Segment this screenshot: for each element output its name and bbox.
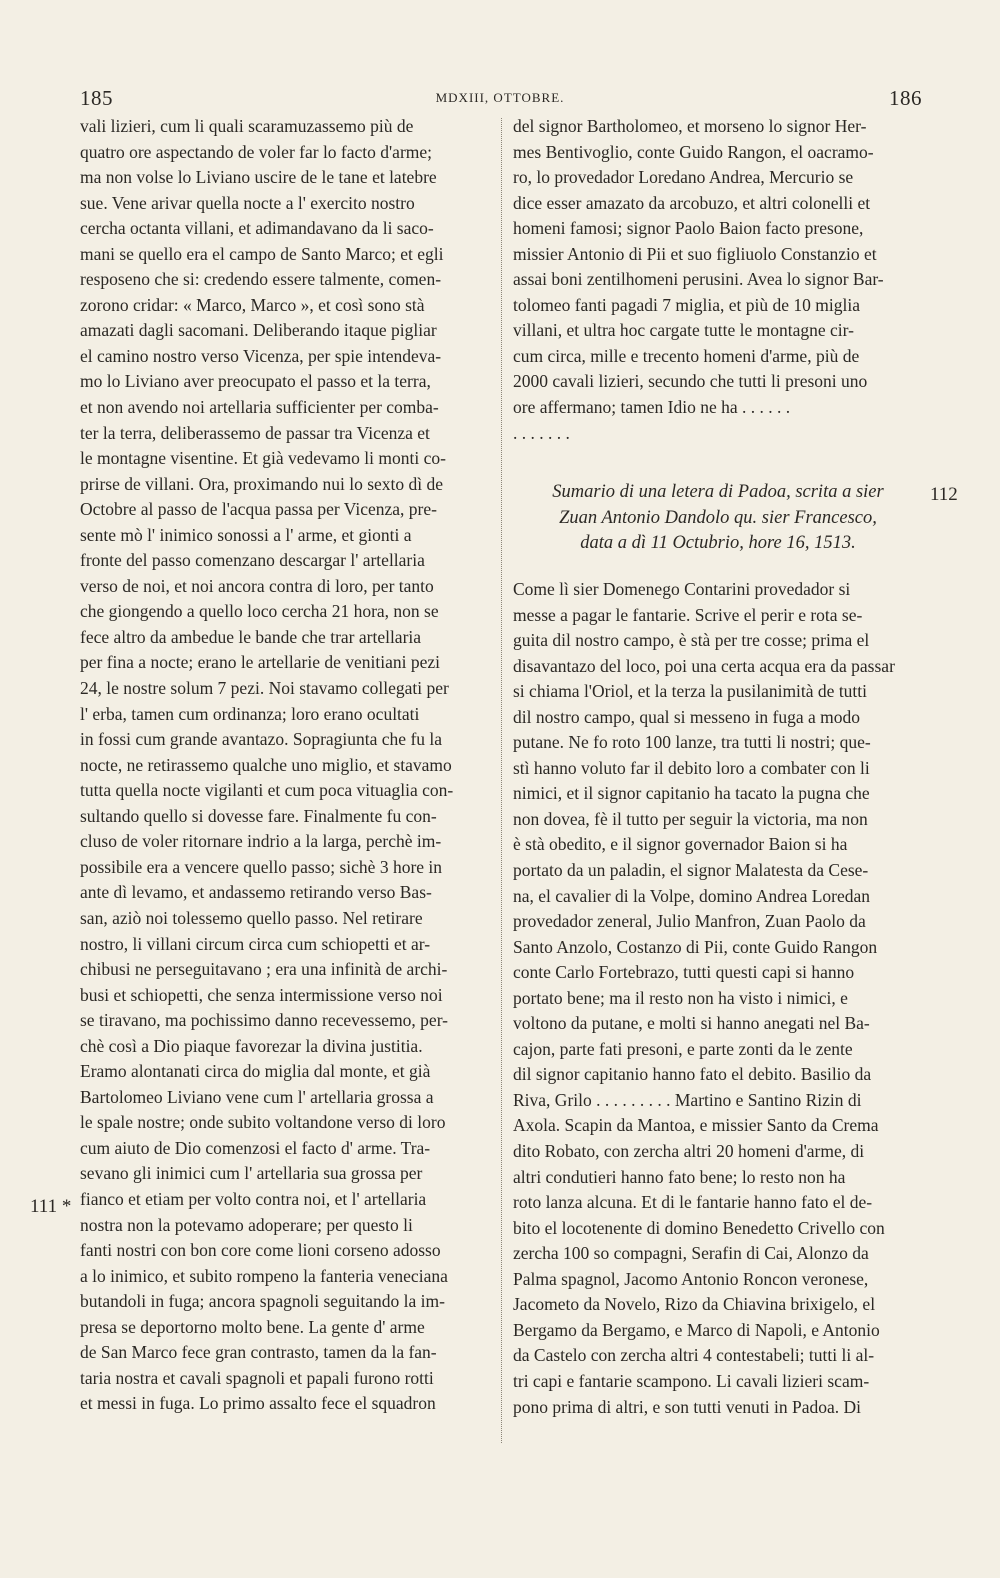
left-column-line: presa se deportorno molto bene. La gente d' arme: [80, 1316, 425, 1337]
left-column-line: el camino nostro verso Vicenza, per spie intendeva-: [80, 345, 442, 366]
left-column-line: fanti nostri con bon core come lioni corseno adosso: [80, 1240, 441, 1261]
right-column-bottom-line: dil signor capitanio hanno fato el debito. Basilio da: [513, 1064, 872, 1085]
left-column: [80, 114, 493, 1417]
section-heading-line-3: data a dì 11 Octubrio, hore 16, 1513.: [580, 533, 856, 553]
right-column-top-line: assai boni zentilhomeni perusini. Avea lo signor Bar-: [513, 269, 884, 290]
section-heading-line-1: Sumario di una letera di Padoa, scrita a sier: [552, 482, 884, 502]
left-column-line: verso de noi, et noi ancora contra di loro, per tanto: [80, 575, 434, 596]
right-column-bottom-line: provedador zeneral, Julio Manfron, Zuan Paolo da: [513, 911, 866, 932]
right-column-bottom-line: si chiama l'Oriol, et la terza la pusilanimità de tutti: [513, 681, 868, 702]
left-column-line: chibusi ne perseguitavano ; era una infinità de archi-: [80, 959, 448, 980]
left-page-number: 185: [80, 86, 113, 110]
left-column-line: et non avendo noi artellaria sufficienter per comba-: [80, 397, 439, 418]
right-column-top-line: mes Bentivoglio, conte Guido Rangon, el oacramo-: [513, 141, 874, 162]
right-column-top-line: tolomeo fanti pagadi 7 miglia, et più de 10 miglia: [513, 294, 861, 315]
right-column-top-line: ro, lo provedador Loredano Andrea, Mercurio se: [513, 167, 854, 188]
left-column-line: cercha octanta villani, et adimandavano da li saco-: [80, 218, 434, 239]
section-heading-line-2: Zuan Antonio Dandolo qu. sier Francesco,: [559, 507, 877, 528]
left-column-line: ma non volse lo Liviano uscire de le tane et latebre: [80, 167, 437, 188]
right-column-top-line: . . . . . . .: [513, 422, 570, 443]
left-column-line: per fina a nocte; erano le artellarie de venitiani pezi: [80, 652, 441, 673]
left-column-line: fianco et etiam per volto contra noi, et l' artellaria: [80, 1188, 427, 1209]
left-column-line: san, aziò noi tolessemo quello passo. Nel retirare: [80, 907, 423, 928]
left-column-line: che giongendo a quello loco cercha 21 hora, non se: [80, 601, 439, 622]
left-column-line: se tiravano, ma pochissimo danno recevessemo, per-: [80, 1010, 449, 1031]
left-column-line: cum aiuto de Dio comenzosi el facto d' arme. Tra-: [80, 1137, 431, 1158]
left-column-line: nostra non la potevamo adoperare; per questo li: [80, 1214, 413, 1235]
right-column-top-line: missier Antonio di Pii et suo figliuolo Constanzio et: [513, 243, 877, 264]
right-column-bottom-line: voltono da putane, e molti si hanno anegati nel Ba-: [513, 1013, 870, 1034]
right-column-bottom-line: disavantazo del loco, poi una certa acqua era da passar: [513, 655, 895, 676]
left-column-line: quatro ore aspectando de voler far lo facto d'arme;: [80, 141, 433, 162]
right-column-top-line: ore affermano; tamen Idio ne ha . . . . . .: [513, 397, 791, 418]
margin-number-left: 111 *: [30, 1196, 72, 1217]
right-column-bottom-line: pono prima di altri, e son tutti venuti in Padoa. Di: [513, 1396, 862, 1417]
left-column-line: Bartolomeo Liviano vene cum l' artellaria grossa a: [80, 1086, 434, 1107]
left-column-line: l' erba, tamen cum ordinanza; loro erano ocultati: [80, 703, 420, 724]
left-column-line: Eramo alontanati circa do miglia dal monte, et già: [80, 1061, 431, 1082]
left-column-line: zorono cridar: « Marco, Marco », et così sono stà: [80, 294, 425, 315]
column-divider: [501, 118, 502, 1443]
left-column-line: vali lizieri, cum li quali scaramuzassemo più de: [80, 116, 414, 136]
left-column-line: le montagne visentine. Et già vedevamo li monti co-: [80, 448, 446, 469]
right-column-top-line: homeni famosi; signor Paolo Baion facto presone,: [513, 218, 864, 239]
right-column-bottom-line: zercha 100 so compagni, Serafin di Cai, Alonzo da: [513, 1243, 869, 1264]
right-column-bottom-line: Riva, Grilo . . . . . . . . . Martino e Santino Rizin di: [513, 1089, 862, 1110]
left-column-line: ante dì levamo, et andassemo retirando verso Bas-: [80, 882, 432, 903]
left-column-line: tutta quella nocte vigilanti et cum poca vituaglia con-: [80, 780, 454, 801]
right-column-bottom-line: putane. Ne fo roto 100 lanze, tra tutti li nostri; que-: [513, 732, 871, 753]
left-column-line: et messi in fuga. Lo primo assalto fece el squadron: [80, 1393, 436, 1414]
right-column-top: [513, 114, 923, 446]
left-column-line: nostro, li villani circum circa cum schiopetti et ar-: [80, 933, 431, 954]
left-column-line: busi et schiopetti, che senza intermissione verso noi: [80, 984, 443, 1005]
right-column-bottom: [513, 577, 923, 1420]
left-column-line: 24, le nostre solum 7 pezi. Noi stavamo collegati per: [80, 678, 449, 699]
right-column-bottom-line: tri capi e fantarie scampono. Li cavali lizieri scam-: [513, 1370, 870, 1391]
left-column-line: le spale nostre; onde subito voltandone verso di loro: [80, 1112, 446, 1133]
right-column-bottom-line: Axola. Scapin da Mantoa, e missier Santo da Crema: [513, 1115, 879, 1136]
left-column-line: chè così a Dio piaque favorezar la divina justitia.: [80, 1035, 423, 1056]
right-column-bottom-line: conte Carlo Fortebrazo, tutti questi capi si hanno: [513, 962, 855, 983]
right-column-bottom-line: Come lì sier Domenego Contarini provedador si: [513, 579, 851, 599]
left-column-line: fronte del passo comenzano descargar l' artellaria: [80, 550, 425, 571]
left-column-line: sevano gli inimici cum l' artellaria sua grossa per: [80, 1163, 423, 1184]
left-column-line: a lo inimico, et subito rompeno la fanteria veneciana: [80, 1265, 448, 1286]
left-column-line: sente mò l' inimico sonossi a l' arme, et gionti a: [80, 524, 412, 545]
left-column-line: fece altro da ambedue le bande che trar artellaria: [80, 626, 422, 647]
left-column-line: amazati dagli sacomani. Deliberando itaque pigliar: [80, 320, 437, 341]
left-column-line: mo lo Liviano aver preocupato el passo et la terra,: [80, 371, 431, 392]
left-column-line: ter la terra, deliberassemo de passar tra Vicenza et: [80, 422, 430, 443]
right-column-bottom-line: Bergamo da Bergamo, e Marco di Napoli, e Antonio: [513, 1319, 880, 1340]
running-title: MDXIII, OTTOBRE.: [435, 90, 565, 105]
right-column-bottom-line: stì hanno voluto far il debito loro a combater con li: [513, 757, 870, 778]
right-column-top-line: dice esser amazato da arcobuzo, et altri colonelli et: [513, 192, 871, 213]
right-column-bottom-line: bito el locotenente di domino Benedetto Crivello con: [513, 1217, 885, 1238]
left-column-line: taria nostra et cavali spagnoli et papali furono rotti: [80, 1367, 434, 1388]
right-column-bottom-line: portato da un paladin, el signor Malatesta da Cese-: [513, 860, 869, 881]
right-column-bottom-line: na, el cavalier di la Volpe, domino Andrea Loredan: [513, 885, 871, 906]
right-column-top-line: cum circa, mille e trecento homeni d'arme, più de: [513, 345, 860, 366]
margin-number-right: 112: [930, 484, 958, 505]
left-column-line: possibile era a vencere quello passo; sichè 3 hore in: [80, 856, 443, 877]
left-column-line: butandoli in fuga; ancora spagnoli seguitando la im-: [80, 1291, 445, 1312]
right-column-bottom-line: roto lanza alcuna. Et di le fantarie hanno fato el de-: [513, 1192, 873, 1213]
left-column-line: nocte, ne retirassemo qualche uno miglio, et stavamo: [80, 754, 452, 775]
right-column-bottom-line: nimici, et il signor capitanio ha tacato la pugna che: [513, 783, 870, 804]
right-column-bottom-line: Santo Anzolo, Costanzo di Pii, conte Guido Rangon: [513, 936, 878, 957]
left-column-line: cluso de voler ritornare indrio a la larga, perchè im-: [80, 831, 442, 852]
left-column-line: in fossi cum grande avantazo. Sopragiunta che fu la: [80, 729, 443, 750]
left-column-line: prirse de villani. Ora, proximando nui lo sexto dì de: [80, 473, 444, 494]
right-column-top-line: 2000 cavali lizieri, secundo che tutti li presoni uno: [513, 371, 868, 392]
right-column-bottom-line: altri condutieri hanno fato bene; lo resto non ha: [513, 1166, 846, 1187]
left-column-line: sultando quello si dovesse fare. Finalmente fu con-: [80, 805, 437, 826]
right-page-number: 186: [889, 86, 922, 110]
left-column-line: sue. Vene arivar quella nocte a l' exercito nostro: [80, 192, 415, 213]
right-column-bottom-line: cajon, parte fati presoni, e parte zonti da le zente: [513, 1038, 853, 1059]
right-column-top-line: del signor Bartholomeo, et morseno lo signor Her-: [513, 116, 867, 136]
right-column-bottom-line: dil nostro campo, qual si messeno in fuga a modo: [513, 706, 861, 727]
left-column-line: resposeno che si: credendo essere talmente, comen-: [80, 269, 442, 290]
right-column-bottom-line: guita dil nostro campo, è stà per tre cosse; prima el: [513, 630, 870, 651]
left-column-line: mani se quello era el campo de Santo Marco; et egli: [80, 243, 444, 264]
right-column-bottom-line: è stà obedito, e il signor governador Baion si ha: [513, 834, 848, 855]
right-column-bottom-line: Palma spagnol, Jacomo Antonio Roncon veronese,: [513, 1268, 869, 1289]
right-column-bottom-line: da Castelo con zercha altri 4 contestabeli; tutti li al-: [513, 1345, 875, 1366]
right-column-bottom-line: non dovea, fè il tutto per seguir la victoria, ma non: [513, 808, 868, 829]
right-column-bottom-line: portato bene; ma il resto non ha visto i nimici, e: [513, 987, 848, 1008]
right-column-bottom-line: dito Robato, con zercha altri 20 homeni d'arme, di: [513, 1141, 865, 1162]
right-column-bottom-line: messe a pagar le fantarie. Scrive el perir e rota se-: [513, 604, 863, 625]
left-column-line: de San Marco fece gran contrasto, tamen da la fan-: [80, 1342, 437, 1363]
right-column-bottom-line: Jacometo da Novelo, Rizo da Chiavina brixigelo, el: [513, 1294, 876, 1315]
left-column-line: Octobre al passo de l'acqua passa per Vicenza, pre-: [80, 499, 437, 520]
right-column-top-line: villani, et ultra hoc cargate tutte le montagne cir-: [513, 320, 854, 341]
